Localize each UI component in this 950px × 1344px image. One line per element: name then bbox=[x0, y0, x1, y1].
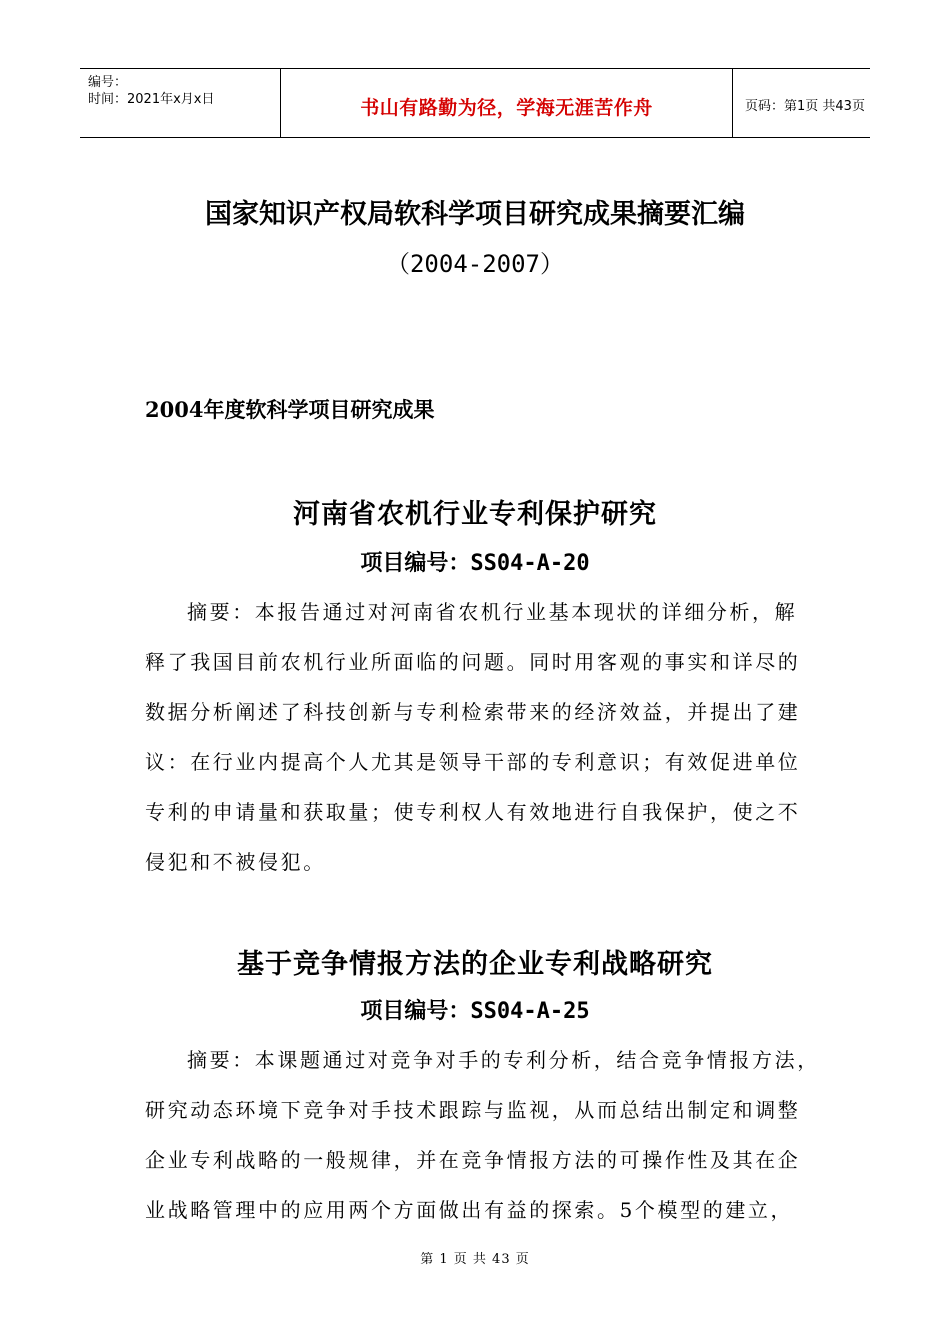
document-number-label: 编号： bbox=[88, 75, 128, 90]
abstract-line: 研究动态环境下竞争对手技术跟踪与监视，从而总结出制定和调整 bbox=[145, 1098, 801, 1122]
abstract-line: 专利的申请量和获取量；使专利权人有效地进行自我保护，使之不 bbox=[145, 800, 801, 824]
project-title: 基于竞争情报方法的企业专利战略研究 bbox=[237, 949, 713, 980]
page-footer: 第 1 页 共 43 页 bbox=[420, 1252, 530, 1267]
page-header bbox=[80, 68, 870, 138]
abstract-line: 摘要：本报告通过对河南省农机行业基本现状的详细分析，解 bbox=[187, 600, 798, 624]
document-title: 国家知识产权局软科学项目研究成果摘要汇编 bbox=[205, 199, 745, 230]
abstract-line: 企业专利战略的一般规律，并在竞争情报方法的可操作性及其在企 bbox=[145, 1148, 801, 1172]
header-motto: 书山有路勤为径，学海无涯苦作舟 bbox=[360, 97, 653, 119]
section-heading: 2004年度软科学项目研究成果 bbox=[145, 397, 435, 422]
abstract-line: 业战略管理中的应用两个方面做出有益的探索。5个模型的建立， bbox=[145, 1198, 794, 1222]
abstract-line: 议：在行业内提高个人尤其是领导干部的专利意识；有效促进单位 bbox=[145, 750, 801, 774]
header-page-cell bbox=[733, 69, 870, 137]
header-page-info: 页码：第1页 共43页 bbox=[745, 99, 865, 114]
project-code: 项目编号：SS04-A-25 bbox=[360, 999, 590, 1024]
project-code: 项目编号：SS04-A-20 bbox=[360, 551, 590, 576]
document-date-label: 时间：2021年x月x日 bbox=[88, 92, 215, 107]
document-years: （2004-2007） bbox=[385, 250, 565, 278]
abstract-line: 侵犯和不被侵犯。 bbox=[145, 850, 326, 874]
header-meta bbox=[80, 69, 281, 137]
abstract-line: 释了我国目前农机行业所面临的问题。同时用客观的事实和详尽的 bbox=[145, 650, 801, 674]
abstract-line: 数据分析阐述了科技创新与专利检索带来的经济效益，并提出了建 bbox=[145, 700, 801, 724]
project-title: 河南省农机行业专利保护研究 bbox=[293, 499, 657, 530]
abstract-line: 摘要：本课题通过对竞争对手的专利分析，结合竞争情报方法， bbox=[187, 1048, 820, 1072]
header-motto-cell bbox=[281, 69, 733, 137]
